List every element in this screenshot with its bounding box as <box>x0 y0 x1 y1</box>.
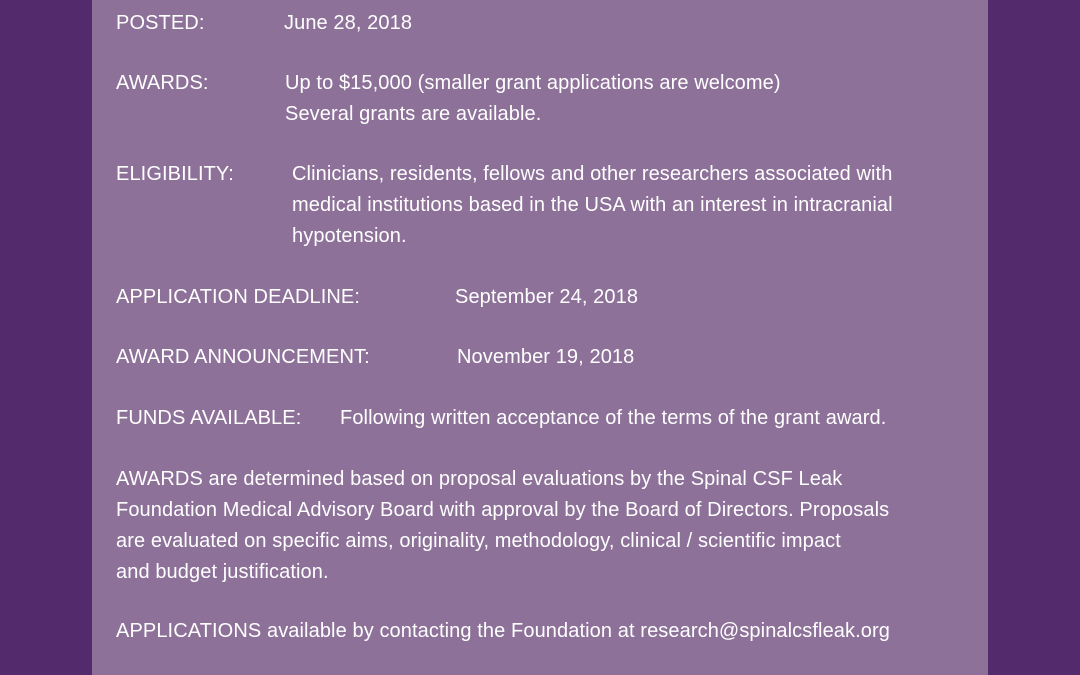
awards-paragraph-line: AWARDS are determined based on proposal evaluations by the Spinal CSF Leak <box>116 468 843 490</box>
posted-value: June 28, 2018 <box>284 12 413 34</box>
eligibility-line: medical institutions based in the USA with an interest in intracranial <box>292 194 893 216</box>
eligibility-line: Clinicians, residents, fellows and other researchers associated with <box>292 163 893 185</box>
applications-text: APPLICATIONS available by contacting the Foundation at research@spinalcsfleak.org <box>116 620 890 642</box>
application-deadline-value: September 24, 2018 <box>455 286 639 308</box>
awards-line: Several grants are available. <box>285 103 542 125</box>
eligibility-line: hypotension. <box>292 225 407 247</box>
awards-line: Up to $15,000 (smaller grant applications are welcome) <box>285 72 781 94</box>
funds-available-label: FUNDS AVAILABLE: <box>116 407 302 429</box>
award-announcement-label: AWARD ANNOUNCEMENT: <box>116 346 370 368</box>
awards-paragraph-line: are evaluated on specific aims, originality, methodology, clinical / scientific impact <box>116 530 841 552</box>
awards-value <box>285 68 781 130</box>
eligibility-label: ELIGIBILITY: <box>116 163 234 185</box>
posted-label: POSTED: <box>116 12 205 34</box>
awards-paragraph-line: Foundation Medical Advisory Board with approval by the Board of Directors. Proposals <box>116 499 890 521</box>
funds-available-value: Following written acceptance of the terms of the grant award. <box>340 407 887 429</box>
eligibility-value <box>292 159 893 252</box>
awards-paragraph-line: and budget justification. <box>116 561 329 583</box>
award-announcement-value: November 19, 2018 <box>457 346 635 368</box>
application-deadline-label: APPLICATION DEADLINE: <box>116 286 361 308</box>
awards-label: AWARDS: <box>116 72 209 94</box>
awards-paragraph <box>116 464 889 588</box>
